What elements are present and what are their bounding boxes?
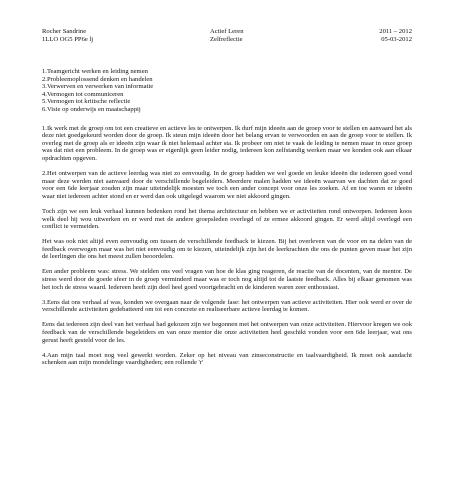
body-paragraph: 2.Het ontwerpen van de actieve leerdag was niet zo eenvoudig. In de groep hadden we wel goede en leuke ideeën die iedereen goed vond maar deze werden niet aanvaard door de verschillende begeleiders. Meerdere malen hadden we ideeën waarvan we dachten dat ze goed voor een 6de leerjaar zouden zijn maar uiteindelijk moesten we toch een ander concept voor onze les zoeken. Af en toe waren er ideeën waar niet iedereen achter stond en er werd dan ook uitgelegd waarom we niet akkoord gingen.	[42, 170, 412, 200]
goal-item: 6.Visie op onderwijs en maatschappij	[42, 105, 141, 113]
header-left	[42, 28, 93, 44]
body-paragraph: 1.Ik werk met de groep om tot een creatieve en actieve les te ontwerpen. Ik durf mijn ideeën aan de groep voor te stellen en aanvaard het als deze niet goedgekeurd worden door de groep. Ik steun mijn ideeën door het belang ervan te verwoorden en aan de groep voor te stellen. Ik overleg met de groep als er ideeën zijn waar ik niet helemaal achter sta. Ik probeer om niet te vaak de leiding te nemen maar in onze groep was dat niet een probleem. In de groep was er eigenlijk geen leider nodig, iedereen kon zelfstandig werken maar we konden ook aan elkaar opdrachten opgeven.	[42, 124, 412, 162]
goal-item: 1.Teamgericht werken en leiding nemen	[42, 68, 148, 75]
goals-list	[42, 68, 412, 114]
body-paragraph: 3.Eens dat ons verhaal af was, konden we overgaan naar de volgende fase: het ontwerpen van actieve activiteiten. Hier ook werd er over de verschillende activiteiten gedebatteerd om tot een concrete en realiseerbare actieve leerdag te komen.	[42, 298, 412, 314]
author-name: Rocher Sandrine	[42, 28, 87, 35]
goal-item: 4.Vermogen tot communiceren	[42, 90, 124, 98]
goal-item: 5.Vermogen tot kritische reflectie	[42, 98, 131, 106]
school-year: 2011 – 2012	[379, 28, 412, 35]
document-date: 05-03-2012	[381, 36, 412, 43]
body-paragraph: Eens dat iedereen zijn deel van het verhaal had gekozen zijn we begonnen met het ontwerpen van onze activiteiten. Hiervoor kregen we ook feedback van de verschillende begeleiders en van onze mentor die onze activiteiten heel geschikt vonden voor een 6de leerjaar, wat ons gerust heeft gesteld voor de les.	[42, 321, 413, 344]
body-paragraph: Toch zijn we een leuk verhaal kunnen bedenken rond het thema architectuur en hebben we er activiteiten rond ontworpen. Iedereen koos welk deel hij wou uitwerken en er werd met de andere groepsleden overlegd of ze ermee akkoord gingen. Er werd altijd overlegd een conflict te vermeiden.	[42, 207, 412, 231]
body-paragraph: 4.Aan mijn taal moet nog veel gewerkt worden. Zeker op het niveau van zinseconstructie en taalvaardigheid. Ik moet ook aandacht schenken aan mijn mondelinge vaardigheden; een rollende 'r'	[42, 351, 412, 367]
document-subtitle: Zelfreflectie	[210, 36, 243, 43]
reflection-body	[42, 125, 412, 367]
document-header	[42, 28, 412, 50]
document-title: Actief Leren	[210, 28, 244, 35]
body-paragraph: Een ander probleem was: stress. We stelden ons veel vragen van hoe de klas ging reageren, de reactie van de docenten, van de mentor. De stress werd door de goede sfeer in de groep verminderd maar was er toch nog altijd tot de laatste feedback. Alles bij elkaar genomen was het toch de stress waard. Iedereen heeft zijn deel heel goed voortgebracht en de kinderen waren zeer enthousiast.	[42, 268, 412, 291]
header-middle	[210, 28, 244, 44]
goal-item: 3.Verwerven en verwerken van informatie	[42, 83, 154, 91]
document-page	[0, 28, 452, 480]
body-paragraph: Het was ook niet altijd even eenvoudig om tussen de verschillende feedback te kiezen. Bij het overleven van de voor en na delen van de feedback overwogen maar was het niet eenvoudig om te kiezen, uiteindelijk zijn het de leerkrachten die ons de punten geven maar het zijn de leerlingen die ons het meest zullen beoordelen.	[42, 238, 412, 261]
header-right	[379, 28, 412, 44]
goal-item: 2.Probleemoplossend denken en handelen	[42, 75, 153, 83]
class-code: 1LLO OG5 PP6e lj	[42, 36, 94, 43]
